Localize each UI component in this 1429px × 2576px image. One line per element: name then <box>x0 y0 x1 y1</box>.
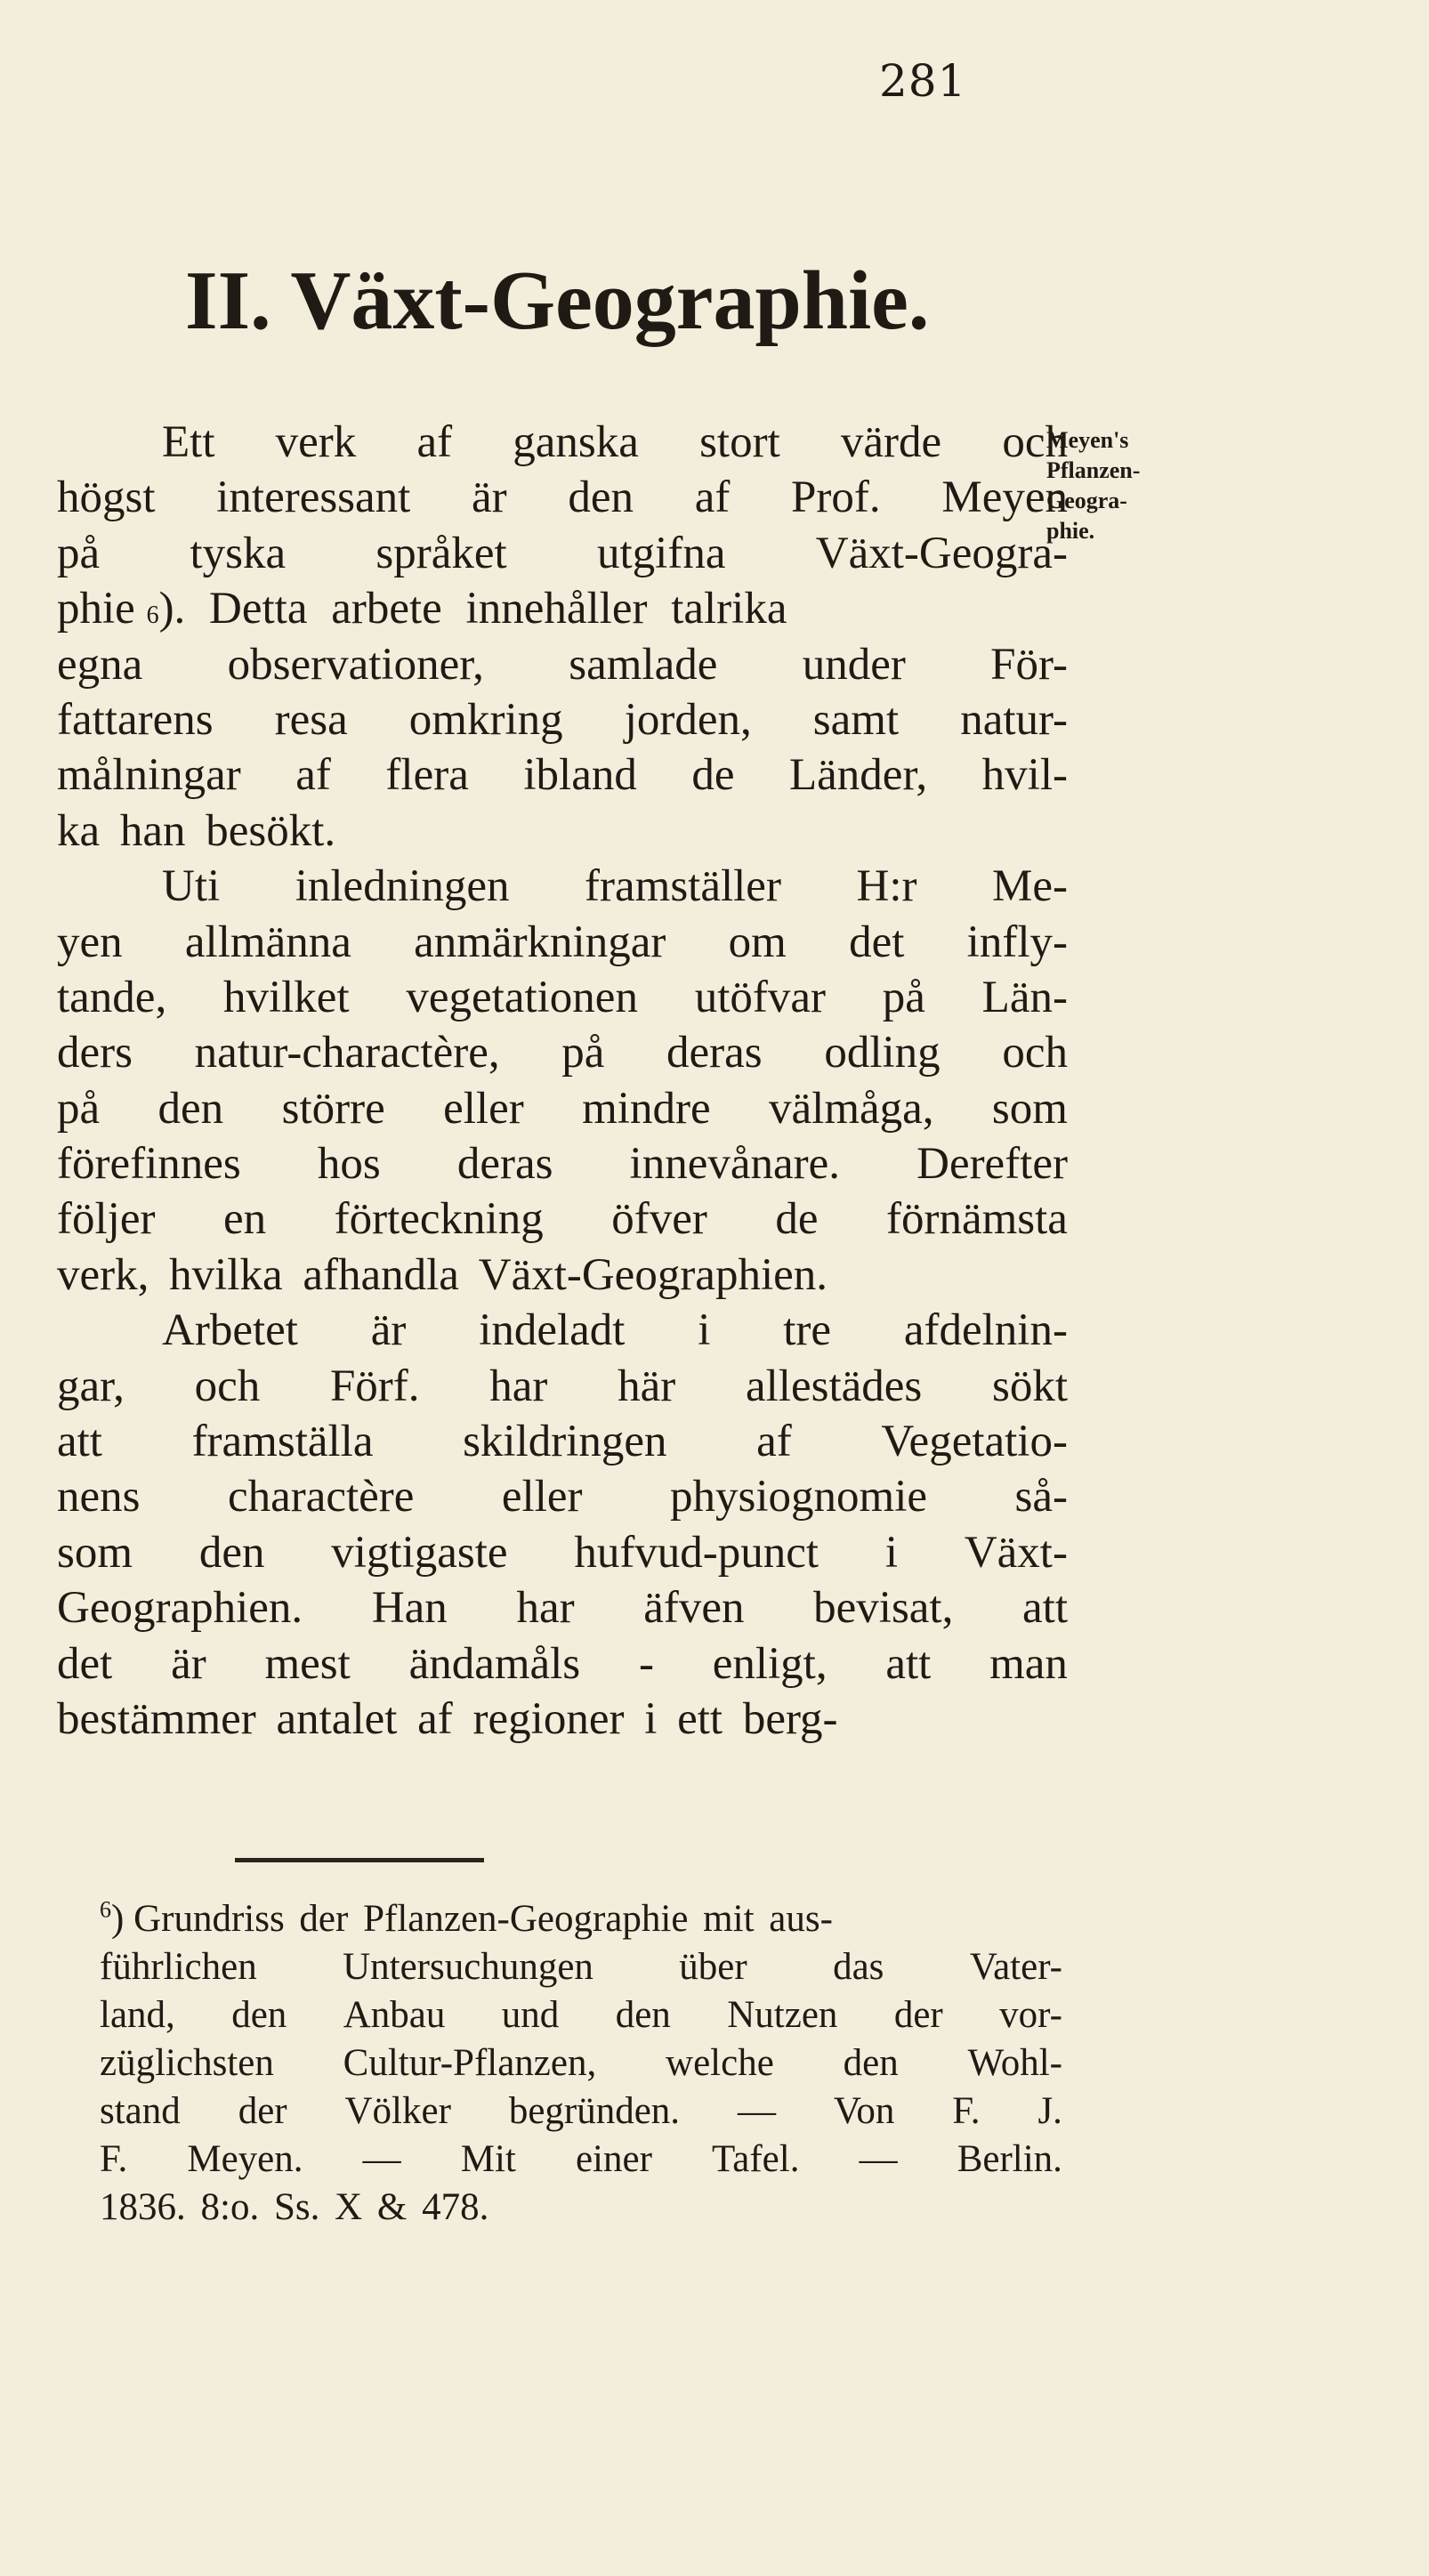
text-line: följer en förteckning öfver de förnämsta <box>57 1194 1068 1245</box>
text-line: högst interessant är den af Prof. Meyen <box>57 472 1068 523</box>
text-line: egna observationer, samlade under För- <box>57 639 1068 690</box>
text-line: yen allmänna anmärkningar om det infly- <box>57 917 1068 967</box>
footnote-line: führlichen Untersuchungen über das Vater- <box>100 1946 1062 1988</box>
text-line: gar, och Förf. har här allestädes sökt <box>57 1361 1068 1411</box>
text-line: att framställa skildringen af Vegetatio- <box>57 1417 1068 1467</box>
margin-note-line: Pflanzen- <box>1046 457 1141 483</box>
footnote-rule <box>235 1858 484 1862</box>
text-line: Uti inledningen framställer H:r Me- <box>162 861 1068 912</box>
text-line: förefinnes hos deras innevånare. Derefter <box>57 1139 1068 1190</box>
text-line: som den vigtigaste hufvud-punct i Växt- <box>57 1527 1068 1578</box>
footnote-line: stand der Völker begründen. — Von F. J. <box>100 2090 1062 2132</box>
text-line: det är mest ändamåls - enligt, att man <box>57 1638 1068 1689</box>
margin-note-line: Meyen's <box>1046 427 1129 453</box>
page-number: 281 <box>879 55 967 107</box>
text-line: på tyska språket utgifna Växt-Geogra- <box>57 528 1068 578</box>
text-line: bestämmer antalet af regioner i ett berg- <box>57 1693 838 1744</box>
text-line: fattarens resa omkring jorden, samt natur- <box>57 694 1068 745</box>
footnote-line: $^6$ ) Grundriss der Pflanzen-Geographie mit aus- <box>100 1895 1062 1943</box>
text-line: på den större eller mindre välmåga, som <box>57 1083 1068 1134</box>
footnote-marker: 6 <box>100 1896 111 1923</box>
text-line: ders natur-charactère, på deras odling och <box>57 1028 1068 1078</box>
footnote-line: land, den Anbau und den Nutzen der vor- <box>100 1994 1062 2036</box>
footnote-line: 1836. 8:o. Ss. X & 478. <box>100 2186 489 2228</box>
footnote <box>100 1895 1062 2232</box>
footnote-line: F. Meyen. — Mit einer Tafel. — Berlin. <box>100 2138 1062 2180</box>
section-heading: II. Växt-Geographie. <box>185 254 930 347</box>
margin-note-line: Geogra- <box>1046 488 1127 513</box>
text-line: Arbetet är indeladt i tre afdelnin- <box>162 1305 1068 1356</box>
text-line: ka han besökt. <box>57 805 336 856</box>
text-line: phie 6 ). Detta arbete innehåller talrika <box>57 581 1068 636</box>
text-line: nens charactère eller physiognomie så- <box>57 1472 1068 1522</box>
text-line: Geographien. Han har äfven bevisat, att <box>57 1583 1068 1634</box>
text-fragment: phie <box>57 584 147 634</box>
footnote-text: Grundriss der Pflanzen-Geographie mit aus- <box>133 1898 833 1940</box>
footnote-line: züglichsten Cultur-Pflanzen, welche den Wohl- <box>100 2042 1062 2084</box>
margin-note <box>1046 425 1251 546</box>
text-line: tande, hvilket vegetationen utöfvar på Län- <box>57 972 1068 1022</box>
text-fragment: ). Detta arbete innehåller talrika <box>158 584 787 634</box>
text-line: målningar af flera ibland de Länder, hvil- <box>57 750 1068 801</box>
margin-note-line: phie. <box>1046 518 1095 544</box>
body-text <box>57 415 1068 1747</box>
text-line: Ett verk af ganska stort värde och <box>162 417 1068 467</box>
text-line: verk, hvilka afhandla Växt-Geographien. <box>57 1249 828 1300</box>
